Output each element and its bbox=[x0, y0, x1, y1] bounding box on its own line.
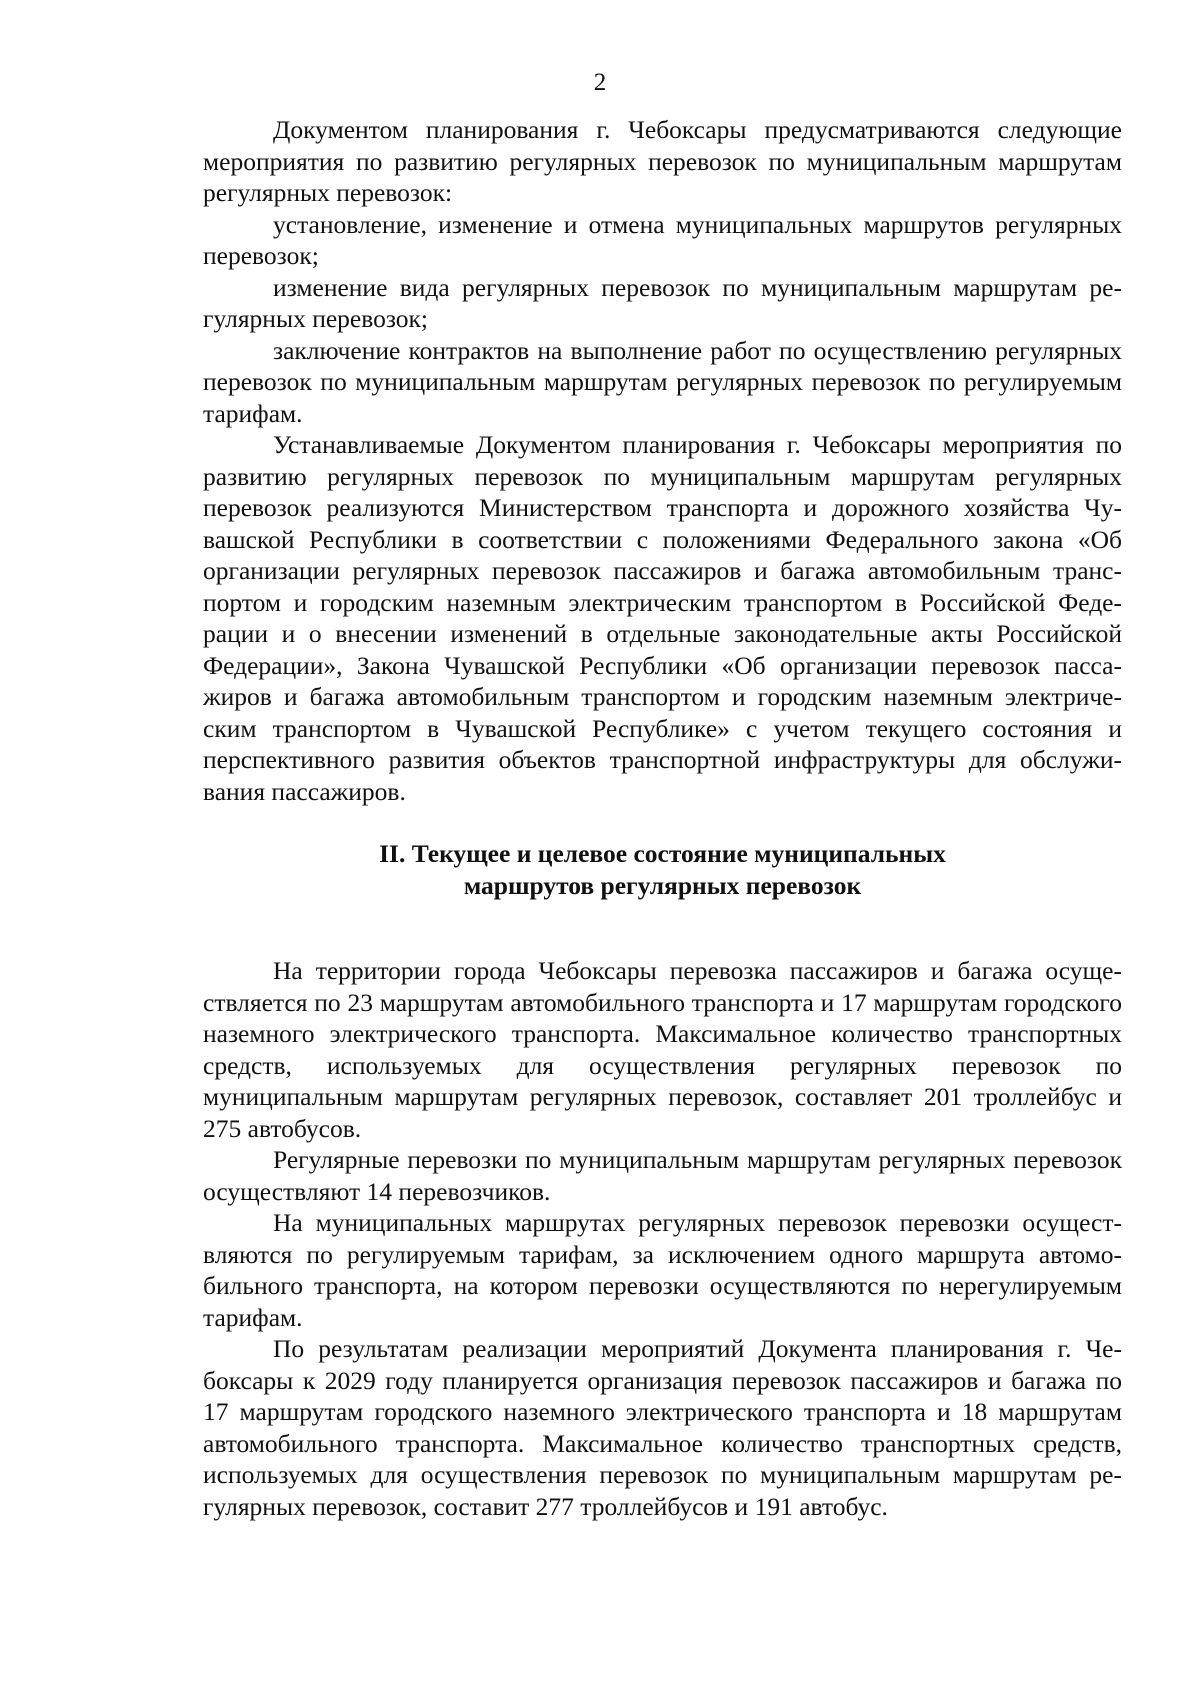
section-heading-line-1: II. Текущее и целевое состояние муниципальных bbox=[379, 839, 946, 868]
list-item-transport-type-change: изменение вида регулярных перевозок по муниципальным маршрутам регулярных перевозок; bbox=[203, 272, 1122, 333]
paragraph-tariffs: На муниципальных маршрутах регулярных перевозок перевозки осуществляются по регулируемым тарифам, за исключением одного маршрута автомобильного транспорта, на котором перевозки осуществляются по нерегулируемым тарифам. bbox=[203, 1208, 1122, 1332]
paragraph-carriers: Регулярные перевозки по муниципальным маршрутам регулярных перевозок осуществляют 14 перевозчиков. bbox=[203, 1145, 1122, 1206]
paragraph-implementation: Устанавливаемые Документом планирования г. Чебоксары мероприятия по развитию регулярных перевозок по муниципальным маршрутам регулярных перевозок реализуются Министерством транспорта и дорожного хозяйства Чувашской Республики в соответствии с положениями Федерального закона «Об организации регулярных перевозок пассажиров и багажа автомобильным транспортом и городским наземным электрическим транспортом в Российской Федерации и о внесении изменений в отдельные законодательные акты Российской Федерации», Закона Чувашской Республики «Об организации перевозок пассажиров и багажа автомобильным транспортом и городским наземным электрическим транспортом в Чувашской Республике» с учетом текущего состояния и перспективного развития объектов транспортной инфраструктуры для обслуживания пассажиров. bbox=[203, 430, 1122, 806]
list-item-contracts: заключение контрактов на выполнение работ по осуществлению регулярных перевозок по муниципальным маршрутам регулярных перевозок по регулируемым тарифам. bbox=[203, 335, 1122, 428]
section-heading-line-2: маршрутов регулярных перевозок bbox=[463, 870, 862, 900]
paragraph-planned-measures: Документом планирования г. Чебоксары предусматриваются следующие мероприятия по развитию регулярных перевозок по муниципальным маршрутам регулярных перевозок: bbox=[203, 115, 1122, 207]
list-item-route-establishment: установление, изменение и отмена муниципальных маршрутов регулярных перевозок; bbox=[203, 209, 1122, 270]
page-number: 2 bbox=[593, 69, 607, 96]
document-body bbox=[203, 114, 1122, 1522]
paragraph-target-state: По результатам реализации мероприятий Документа планирования г. Чебоксары к 2029 году планируется организация перевозок пассажиров и багажа по 17 маршрутам городского наземного электрического транспорта и 18 маршрутам автомобильного транспорта. Максимальное количество транспортных средств, используемых для осуществления перевозок по муниципальным маршрутам регулярных перевозок, составит 277 троллейбусов и 191 автобус. bbox=[203, 1334, 1122, 1521]
paragraph-current-routes: На территории города Чебоксары перевозка пассажиров и багажа осуществляется по 23 маршрутам автомобильного транспорта и 17 маршрутам городского наземного электрического транспорта. Максимальное количество транспортных средств, используемых для осуществления регулярных перевозок по муниципальным маршрутам регулярных перевозок, составляет 201 троллейбус и 275 автобусов. bbox=[203, 956, 1122, 1143]
section-heading bbox=[203, 838, 1122, 901]
